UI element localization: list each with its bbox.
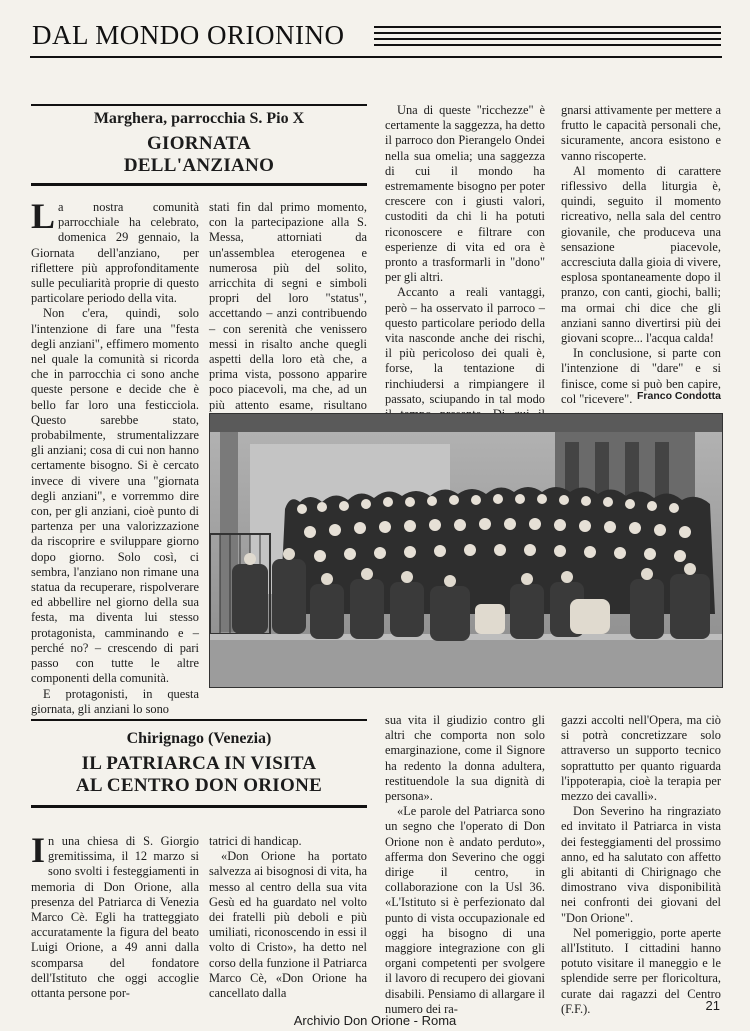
article2-paragraph: Don Severino ha ringraziato ed invitato il Patriarca in vista dei festeggiamenti del prossimo anno, ed ha salutato con affetto gli abitanti di Chirignago che dimostrano viva disponibilità nei confronti dei giovani del "Don Orione". [561, 804, 721, 925]
article1-paragraph: Al momento di carattere riflessivo della liturgia è, quindi, seguito il momento ricreativo, nella sala del centro giovanile, che produceva una sensazione piacevole, accresciuta dalla gioia di vivere, esplosa spontaneamente dopo il pranzo, con canti, giochi, balli; ma ormai chi dice che gli anziani sanno divertirsi più dei giovani scopre... l'acqua calda! [561, 163, 721, 346]
article2-paragraph: n una chiesa di S. Giorgio gremitissima, il 12 marzo si sono svolti i festeggiamenti in memoria di Don Orione, alla presenza del Patriarca di Venezia Marco Cè. Egli ha tratteggiato accuratamente la figura del beato Luigi Orione, a 49 anni dalla scomparsa del fondatore dell'Istituto che oggi accoglie ottanta persone por- [31, 834, 199, 1001]
article2-bottom-rule [31, 805, 367, 808]
article1-title-line1: GIORNATA [146, 133, 252, 154]
article1-paragraph: E protagonisti, in questa giornata, gli anziani lo sono [31, 686, 199, 716]
article1-top-rule [31, 104, 367, 106]
article2-column2 [209, 834, 367, 1001]
group-photo [209, 413, 723, 688]
article1-paragraph: stati fin dal primo momento, con la partecipazione alla S. Messa, attorniati da un'assemblea eterogenea e numerosa più del solito, arricchita di segni e simboli propri del loro "status", accettando – anzi contribuendo – con serenità che venissero messi in risalto anche quegli aspetti della loro età che, a prima vista, possono apparire poco piacevoli, ma che, ad un più attento esame, risultano [209, 200, 367, 412]
article2-title-line2: AL CENTRO DON ORIONE [75, 775, 323, 796]
article2-paragraph: Nel pomeriggio, porte aperte all'Istituto. I cittadini hanno potuto visitare il maneggio e le splendide serre per floricoltura, curate dai ragazzi del Centro (F.F.). [561, 925, 721, 1016]
dropcap: I [31, 830, 46, 870]
article1-column2 [209, 200, 367, 428]
masthead-lines [374, 26, 721, 50]
archive-footer: Archivio Don Orione - Roma [293, 1013, 457, 1028]
article2-location: Chirignago (Venezia) [126, 730, 272, 747]
article2-column1 [31, 830, 199, 1001]
article1-paragraph: a nostra comunità parrocchiale ha celebrato, domenica 29 gennaio, la Giornata dell'anziano, per riflettere più approfonditamente sulle peculiarità proprie di questo particolare periodo della vita. [31, 200, 199, 306]
article2-top-rule [31, 719, 367, 721]
group-photo-illustration [210, 414, 722, 687]
article1-paragraph: Una di queste "ricchezze" è certamente la saggezza, ha detto il parroco don Pierangelo Ondei nella sua omelia; una saggezza di cui il mondo ha estremamente bisogno per poter crescere con i giusti valori, custoditi da chi li ha potuti riconoscere e filtrare con esperienze di vita ed ora è pronto a trasformarli in "dono" per gli altri. [385, 103, 545, 285]
article2-paragraph: «Don Orione ha portato salvezza ai bisognosi di vita, ha messo al centro della sua vita Gesù ed ha guardato nel volto dei fratelli più deboli e più umiliati, riconoscendo in essi il volto di Cristo», ha detto nel corso della funzione il Patriarca Marco Cè, «Don Orione ha cancellato dalla [209, 849, 367, 1001]
article1-column4 [561, 103, 721, 407]
article1-title-line2: DELL'ANZIANO [123, 155, 275, 176]
article1-column1 [31, 196, 199, 717]
article1-column3 [385, 103, 545, 437]
article1-location: Marghera, parrocchia S. Pio X [93, 110, 305, 127]
article2-column3 [385, 713, 545, 1017]
article1-paragraph: gnarsi attivamente per mettere a frutto le capacità personali che, sicuramente, ancora esistono e vanno riscoperte. [561, 103, 721, 163]
dropcap: L [31, 196, 56, 236]
article1-paragraph: Non c'era, quindi, solo l'intenzione di fare una "festa degli anziani", effimero momento nel quale la comunità si ricorda che in parrocchia ci sono anche queste persone e decide che è bello far loro una festicciola. Questo sarebbe stato, probabilmente, strumentalizzare gli anziani; cosa di cui non hanno certamente bisogno. Si è cercato invece di vivere una "giornata degli anziani", e vorremmo dire con, per gli anziani, cioè punto di partenza per una valorizzazione da riscoprire e sviluppare giorno dopo giorno. Solo così, ci sembra, l'anziano non rimane una statua da recuperare, rispolverare ed abbellire nel giorno della sua festa, ma diventa lui stesso protagonista, camminando e – perché no? – crescendo di pari passo con tutte le altre componenti della comunità. [31, 306, 199, 686]
article2-title-line1: IL PATRIARCA IN VISITA [81, 753, 317, 774]
article1-paragraph: In conclusione, si parte con l'intenzione di "dare" e si finisce, come si può ben capire, col "ricevere". [561, 346, 721, 406]
article2-paragraph: sua vita il giudizio contro gli altri che comporta non solo emarginazione, come il Signore ha redento la donna adultera, restituendole la sua dignità di persona». [385, 713, 545, 804]
page-number: 21 [705, 998, 720, 1013]
section-title: DAL MONDO ORIONINO [32, 20, 345, 50]
article2-paragraph: tatrici di handicap. [209, 834, 302, 848]
article1-bottom-rule [31, 183, 367, 186]
masthead-rule [30, 56, 722, 58]
article2-paragraph: «Le parole del Patriarca sono un segno che l'operato di Don Orione non è andato perduto», afferma don Severino che oggi dirige il centro, in collaborazione con la Usl 36. «L'Istituto si è perfezionato dal punto di vista occupazionale ed oggi ha bisogno di una maggiore integrazione con gli organi competenti per svolgere il lavoro di recupero dei giovani disabili. Pensiamo di allargare il numero dei ra- [385, 804, 545, 1016]
article1-byline: Franco Condotta [637, 390, 721, 402]
article2-paragraph: gazzi accolti nell'Opera, ma ciò si potrà concretizzare solo attraverso un supporto tecnico soprattutto per quanto riguarda l'ippoterapia, cioè la terapia per mezzo dei cavalli». [561, 713, 721, 804]
article1-paragraph: Accanto a reali vantaggi, però – ha osservato il parroco – questo particolare periodo della vita nasconde anche dei rischi, il più pericoloso dei quali è, forse, la tentazione di rinchiudersi a rimpiangere il passato, sciupando in tal modo [385, 285, 545, 406]
article2-column4 [561, 713, 721, 1017]
